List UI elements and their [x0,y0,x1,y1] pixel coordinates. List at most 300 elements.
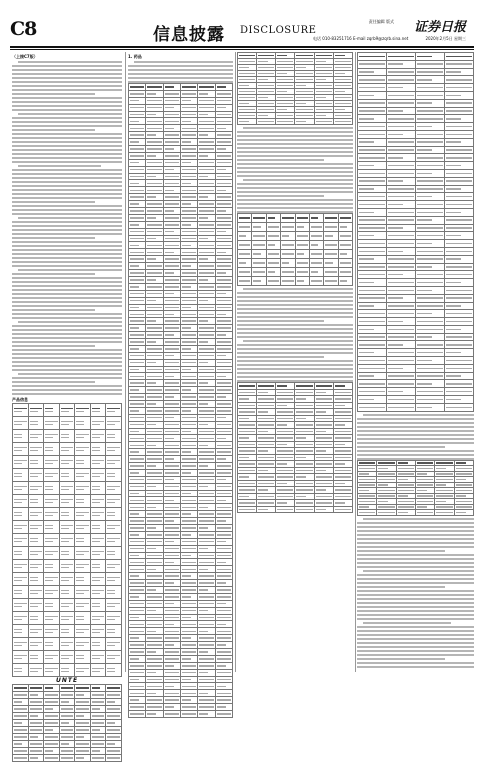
table-cell [28,534,44,547]
text-line [12,73,122,75]
table-row [13,534,122,547]
table-cell [146,669,163,676]
table-cell [146,545,163,552]
text-line [357,666,474,668]
table-cell [387,232,416,240]
table-cell [146,318,163,325]
table-cell [198,566,215,573]
table-cell [146,607,163,614]
table-cell [146,325,163,332]
table-cell [416,154,445,162]
table-cell [416,146,445,154]
table-cell [333,506,352,513]
table-cell [59,456,75,469]
table-cell [198,235,215,242]
text-line [357,642,474,644]
table-cell [163,366,180,373]
table-cell [163,221,180,228]
table-cell [129,490,146,497]
table-cell [215,476,232,483]
text-line [18,165,101,167]
table-cell [387,162,416,170]
table-cell [129,263,146,270]
table-cell [44,534,60,547]
table-row [238,223,353,232]
table-cell [106,469,122,482]
table-row [129,394,233,401]
table-cell [180,593,197,600]
table-cell [358,185,387,193]
table-cell [416,177,445,185]
text-line [237,143,353,145]
table-cell [163,118,180,125]
table-cell [416,107,445,115]
table-cell [28,404,44,417]
table-row [358,224,474,232]
table-cell [180,146,197,153]
table-cell [309,241,323,250]
table-cell [445,107,474,115]
text-line [18,269,122,271]
table-cell [252,268,266,277]
table-row [129,166,233,173]
table-cell [129,649,146,656]
table-cell [416,60,445,68]
text-line [128,73,233,75]
table-cell [416,216,445,224]
table-cell [215,525,232,532]
text-line [12,333,122,335]
text-line [12,145,122,147]
table-cell [106,664,122,677]
table-cell [281,214,295,223]
table-cell [129,676,146,683]
table-cell [28,612,44,625]
table-cell [416,357,445,365]
table-cell [238,223,252,232]
table-cell [215,469,232,476]
table-row [129,118,233,125]
table-row [358,247,474,255]
table-cell [215,290,232,297]
table-cell [198,676,215,683]
table-cell [266,241,280,250]
table-cell [44,625,60,638]
table-cell [90,748,106,755]
table-cell [358,68,387,76]
table-cell [215,187,232,194]
table-cell [75,699,91,706]
text-line [357,558,474,560]
table-cell [198,407,215,414]
table-cell [445,115,474,123]
table-row [129,400,233,407]
text-line [237,360,353,362]
table-cell [338,223,352,232]
table-cell [129,518,146,525]
table-cell [129,407,146,414]
table-cell [146,263,163,270]
table-cell [129,559,146,566]
text-line [128,77,233,79]
table-cell [338,268,352,277]
table-cell [387,341,416,349]
text-line [18,373,122,375]
table-cell [163,511,180,518]
table-cell [59,495,75,508]
table-cell [252,241,266,250]
table-cell [180,518,197,525]
table-cell [129,497,146,504]
text-line [18,61,122,63]
text-line [363,622,451,624]
table-cell [44,495,60,508]
table-cell [146,587,163,594]
table-cell [59,741,75,748]
table-cell [59,417,75,430]
table-cell [198,531,215,538]
table-row [129,249,233,256]
table-cell [198,442,215,449]
table-cell [387,60,416,68]
text-line [12,261,122,263]
table-cell [358,388,387,396]
text-line [12,309,95,311]
table-cell [358,107,387,115]
table-cell [198,394,215,401]
table-cell [146,462,163,469]
table-cell [129,338,146,345]
table-cell [416,294,445,302]
table-row [13,508,122,521]
table-cell [445,271,474,279]
table-cell [163,263,180,270]
table-cell [146,614,163,621]
table-cell [129,545,146,552]
table-cell [295,277,309,286]
table-cell [387,372,416,380]
table-cell [59,638,75,651]
table-row [129,504,233,511]
table-cell [416,396,445,404]
table-cell [358,510,377,516]
table-cell [215,683,232,690]
table-cell [215,497,232,504]
table-cell [13,755,29,762]
text-line [12,185,122,187]
table-cell [44,612,60,625]
table-cell [90,456,106,469]
table-cell [129,146,146,153]
table-cell [163,201,180,208]
table-cell [129,442,146,449]
text-line [12,65,122,67]
text-line [12,101,122,103]
table-cell [106,720,122,727]
table-cell [198,428,215,435]
table-cell [198,125,215,132]
table-cell [75,560,91,573]
table-cell [163,249,180,256]
table-cell [309,250,323,259]
table-cell [309,223,323,232]
text-line [237,175,353,177]
table-row [129,545,233,552]
table-cell [387,84,416,92]
table-cell [215,421,232,428]
table-cell [146,559,163,566]
table-cell [146,704,163,711]
table-cell [146,421,163,428]
table-cell [163,497,180,504]
text-line [12,93,95,95]
table-cell [90,547,106,560]
table-row [129,531,233,538]
table-cell [44,469,60,482]
table-cell [146,394,163,401]
table-cell [75,417,91,430]
table-cell [198,607,215,614]
table-row [129,559,233,566]
text-line [237,300,353,302]
text-line [237,336,353,338]
table-cell [387,271,416,279]
table-cell [146,332,163,339]
text-line [12,353,122,355]
table-cell [163,139,180,146]
text-line [12,149,122,151]
table-cell [198,173,215,180]
text-line [243,340,353,342]
table-cell [59,573,75,586]
table-row [129,697,233,704]
table-cell [28,547,44,560]
table-cell [309,214,323,223]
table-row [129,366,233,373]
table-cell [106,547,122,560]
table-cell [180,704,197,711]
table-cell [215,511,232,518]
text-line [12,121,122,123]
table-cell [387,208,416,216]
table-cell [266,268,280,277]
table-cell [198,621,215,628]
table-cell [198,338,215,345]
table-cell [106,599,122,612]
text-line [12,193,122,195]
table-cell [146,525,163,532]
table-row [129,325,233,332]
table-cell [445,240,474,248]
table-cell [338,250,352,259]
table-cell [13,720,29,727]
table-cell [252,259,266,268]
table-cell [445,310,474,318]
table-cell [75,755,91,762]
table-row [129,256,233,263]
table-cell [129,90,146,97]
table-cell [445,193,474,201]
date-line: 2020年2月5日 星期三 [425,36,466,41]
table-cell [281,259,295,268]
table-cell [44,508,60,521]
table-cell [28,625,44,638]
table-cell [44,443,60,456]
table-cell [129,435,146,442]
table-cell [146,111,163,118]
table-cell [163,111,180,118]
table-cell [215,449,232,456]
table-cell [146,635,163,642]
text-line [357,566,474,568]
table-cell [416,279,445,287]
table-cell [106,638,122,651]
table-cell [146,125,163,132]
table-cell [281,250,295,259]
table-row [238,241,353,250]
table-cell [163,414,180,421]
table-cell [129,318,146,325]
text-line [357,562,474,564]
table-cell [129,690,146,697]
table-cell [180,97,197,104]
table-row [358,388,474,396]
table-cell [28,692,44,699]
table-cell [180,352,197,359]
table-cell [445,76,474,84]
table-cell [90,755,106,762]
table-cell [146,600,163,607]
table-cell [215,173,232,180]
table-cell [90,713,106,720]
table-cell [445,255,474,263]
table-cell [180,676,197,683]
table-row [129,421,233,428]
table-row [358,99,474,107]
table-cell [129,400,146,407]
table-row [129,428,233,435]
column-3-text-b [237,288,353,382]
table-cell [90,586,106,599]
table-cell [215,456,232,463]
table-row [129,683,233,690]
table-cell [44,699,60,706]
bottom-table [12,684,122,762]
table-cell [13,734,29,741]
table-cell [387,107,416,115]
table-cell [180,655,197,662]
table-cell [180,421,197,428]
table-cell [129,469,146,476]
bottom-logo: UNTE [55,677,79,684]
table-cell [180,297,197,304]
table-cell [276,506,295,513]
table-cell [28,727,44,734]
table-cell [198,559,215,566]
contact-line: 电话 010-83251716 E-mail zqrb9@zqrb.sina.net [313,36,409,41]
text-line [357,418,474,420]
table-row [358,107,474,115]
table-cell [215,180,232,187]
table-cell [295,241,309,250]
table-cell [90,521,106,534]
table-row [129,456,233,463]
table-cell [28,599,44,612]
table-cell [180,290,197,297]
table-cell [75,748,91,755]
table-cell [198,373,215,380]
table-cell [44,404,60,417]
text-line [357,602,474,604]
table-cell [215,311,232,318]
table-cell [90,560,106,573]
table-cell [163,690,180,697]
table-cell [59,720,75,727]
table-cell [215,587,232,594]
table-cell [13,560,29,573]
table-cell [163,587,180,594]
table-cell [445,232,474,240]
table-cell [180,635,197,642]
table-cell [163,649,180,656]
table-cell [129,325,146,332]
table-cell [28,664,44,677]
table-cell [13,706,29,713]
table-cell [416,372,445,380]
table-cell [163,607,180,614]
table-cell [215,132,232,139]
table-row [13,755,122,762]
table-cell [445,185,474,193]
table-cell [90,720,106,727]
table-cell [445,138,474,146]
table-cell [215,428,232,435]
table-cell [198,187,215,194]
table-cell [180,407,197,414]
table-cell [44,727,60,734]
table-cell [44,430,60,443]
text-line [357,590,474,592]
table-cell [129,84,146,91]
text-line [237,296,353,298]
table-row [358,318,474,326]
table-cell [377,510,396,516]
table-cell [215,607,232,614]
table-row [129,373,233,380]
table-cell [180,690,197,697]
table-cell [90,685,106,692]
table-cell [44,482,60,495]
table-cell [129,697,146,704]
table-row [358,185,474,193]
table-cell [129,683,146,690]
table-cell [28,573,44,586]
table-cell [146,435,163,442]
table-cell [358,84,387,92]
table-row [358,510,474,516]
text-line [357,534,474,536]
table-cell [163,194,180,201]
table-cell [129,642,146,649]
table-cell [387,146,416,154]
table-cell [416,138,445,146]
table-cell [90,734,106,741]
table-cell [198,256,215,263]
table-cell [198,497,215,504]
table-cell [416,162,445,170]
text-line [363,570,474,572]
table-cell [238,506,257,513]
